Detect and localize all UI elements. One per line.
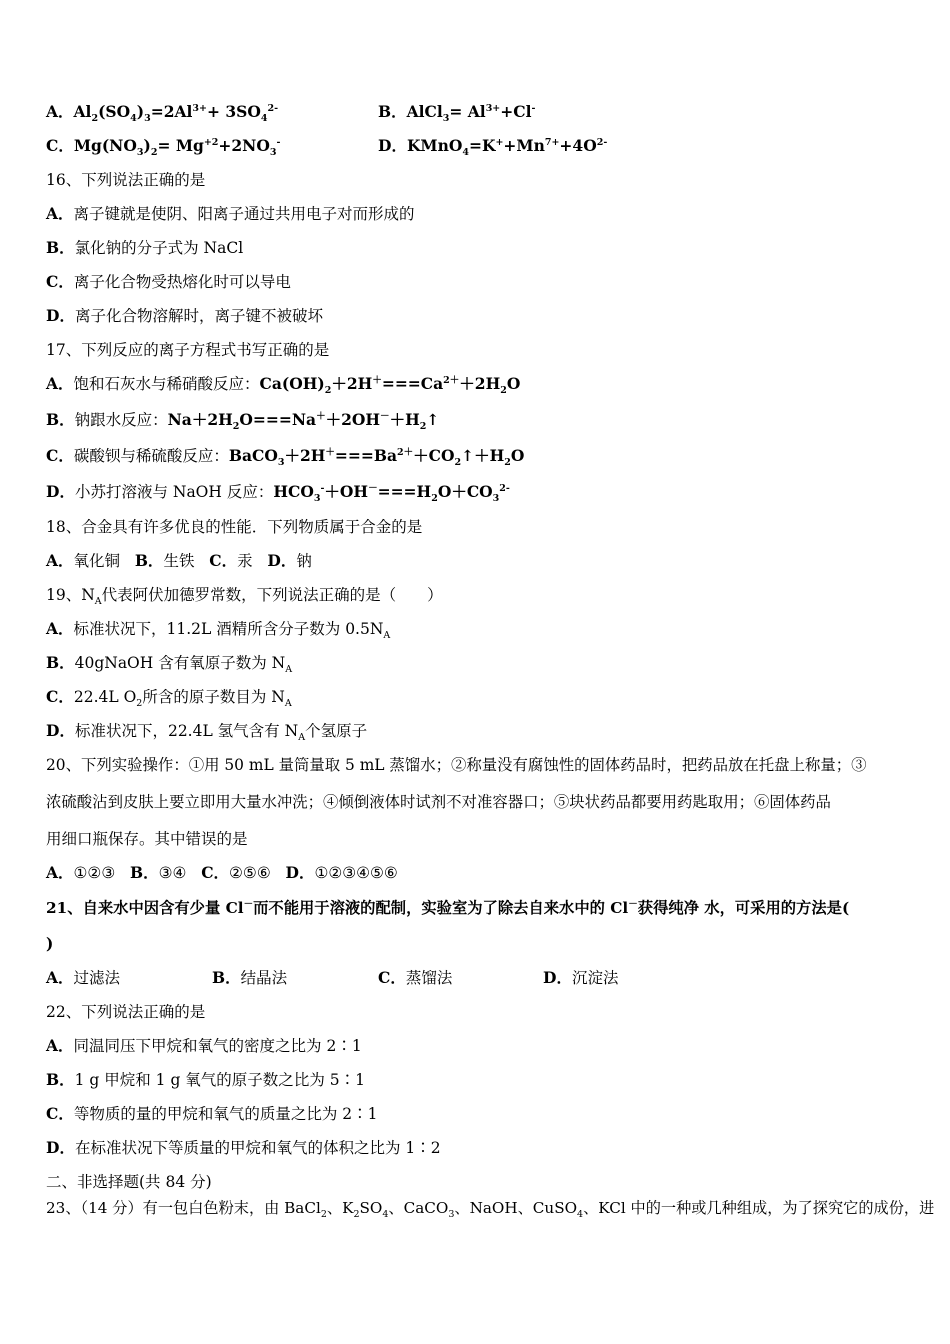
q20-stem-line-2: 浓硫酸沾到皮肤上要立即用大量水冲洗；④倾倒液体时试剂不对准容器口；⑤块状药品都要用药匙取用；⑥固体药品 <box>46 793 831 811</box>
q16-option-d: D．离子化合物溶解时，离子键不被破坏 <box>46 306 323 325</box>
q19-option-c: C．22.4L $O_2$所含的原子数目为 $N_A$ <box>46 687 292 710</box>
q18-options: A．氧化铜 B．生铁 C．汞 D．钠 <box>46 551 312 570</box>
q16-option-b: B．氯化钠的分子式为 NaCl <box>46 238 244 257</box>
q17-option-a: A．饱和石灰水与稀硝酸反应：$Ca(OH)_2+2H^+===Ca^{2+}+2H_2O$ <box>46 374 521 397</box>
q15-option-c: C．$Mg(NO_3)_2= Mg^{+2}+2NO_3^-$ <box>46 136 281 159</box>
q20-stem-line-3: 用细口瓶保存。其中错误的是 <box>46 830 248 848</box>
q22-option-d: D．在标准状况下等质量的甲烷和氧气的体积之比为 1∶2 <box>46 1138 441 1157</box>
q17-option-c: C．碳酸钡与稀硫酸反应：$BaCO_3+2H^+===Ba^{2+}+CO_2↑+H_2O$ <box>46 446 525 469</box>
q16-option-c: C．离子化合物受热熔化时可以导电 <box>46 272 291 291</box>
q16-stem: 16、下列说法正确的是 <box>46 171 206 189</box>
q15-option-d: D．$KMnO_4=K^++Mn^{7+}+4O^{2-}$ <box>378 136 608 159</box>
q22-option-b: B．1 g 甲烷和 1 g 氧气的原子数之比为 5∶1 <box>46 1070 365 1089</box>
q20-options: A．①②③ B．③④ C．②⑤⑥ D．①②③④⑤⑥ <box>46 863 398 882</box>
q21-stem-line-1: 21、自来水中因含有少量 Cl－而不能用于溶液的配制，实验室为了除去自来水中的 Cl－获得纯净 水，可采用的方法是( <box>46 898 850 917</box>
q21-option-a: A．过滤法 <box>46 968 121 987</box>
q20-stem-line-1: 20、下列实验操作：①用 50 mL 量筒量取 5 mL 蒸馏水；②称量没有腐蚀性的固体药品时，把药品放在托盘上称量；③ <box>46 756 867 774</box>
q21-stem-line-2: ) <box>46 934 54 953</box>
q19-stem: 19、$N_A$代表阿伏加德罗常数，下列说法正确的是（ ） <box>46 586 443 608</box>
q15-option-b: B．AlCl$_3$= $Al^{3+}+Cl^-$ <box>378 102 536 125</box>
q16-option-a: A．离子键就是使阴、阳离子通过共用电子对而形成的 <box>46 204 415 223</box>
section-heading: 二、非选择题(共 84 分) <box>46 1173 212 1191</box>
q22-option-c: C．等物质的量的甲烷和氧气的质量之比为 2∶1 <box>46 1104 378 1123</box>
q19-option-a: A．标准状况下，11.2L 酒精所含分子数为 $0.5N_A$ <box>46 619 391 642</box>
q22-option-a: A．同温同压下甲烷和氧气的密度之比为 2∶1 <box>46 1036 362 1055</box>
q17-option-b: B．钠跟水反应：$Na+2H_2O===Na^++2OH^-+H_2↑$ <box>46 410 440 433</box>
q17-stem: 17、下列反应的离子方程式书写正确的是 <box>46 341 330 359</box>
q17-option-d: D．小苏打溶液与 NaOH 反应：$HCO_3^-+OH^-===H_2O+CO_3^{2-}$ <box>46 482 510 505</box>
q19-option-d: D．标准状况下，22.4L 氢气含有 $N_A$个氢原子 <box>46 721 368 744</box>
q23-stem: 23、（14 分）有一包白色粉末，由 BaCl$_2$、$K_2SO_4$、CaCO$_3$、NaOH、CuSO$_4$、KCl 中的一种或几种组成，为了探究它的成份，进 <box>46 1199 935 1221</box>
q21-option-b: B．结晶法 <box>212 968 288 987</box>
q15-option-a: A．$Al_2(SO_4)_3=2Al^{3+}+ 3SO_4^{2-}$ <box>46 102 279 125</box>
q19-option-b: B．40gNaOH 含有氧原子数为 $N_A$ <box>46 653 293 676</box>
q21-option-c: C．蒸馏法 <box>378 968 453 987</box>
q21-option-d: D．沉淀法 <box>543 968 619 987</box>
q18-stem: 18、合金具有许多优良的性能．下列物质属于合金的是 <box>46 518 423 536</box>
q22-stem: 22、下列说法正确的是 <box>46 1003 206 1021</box>
